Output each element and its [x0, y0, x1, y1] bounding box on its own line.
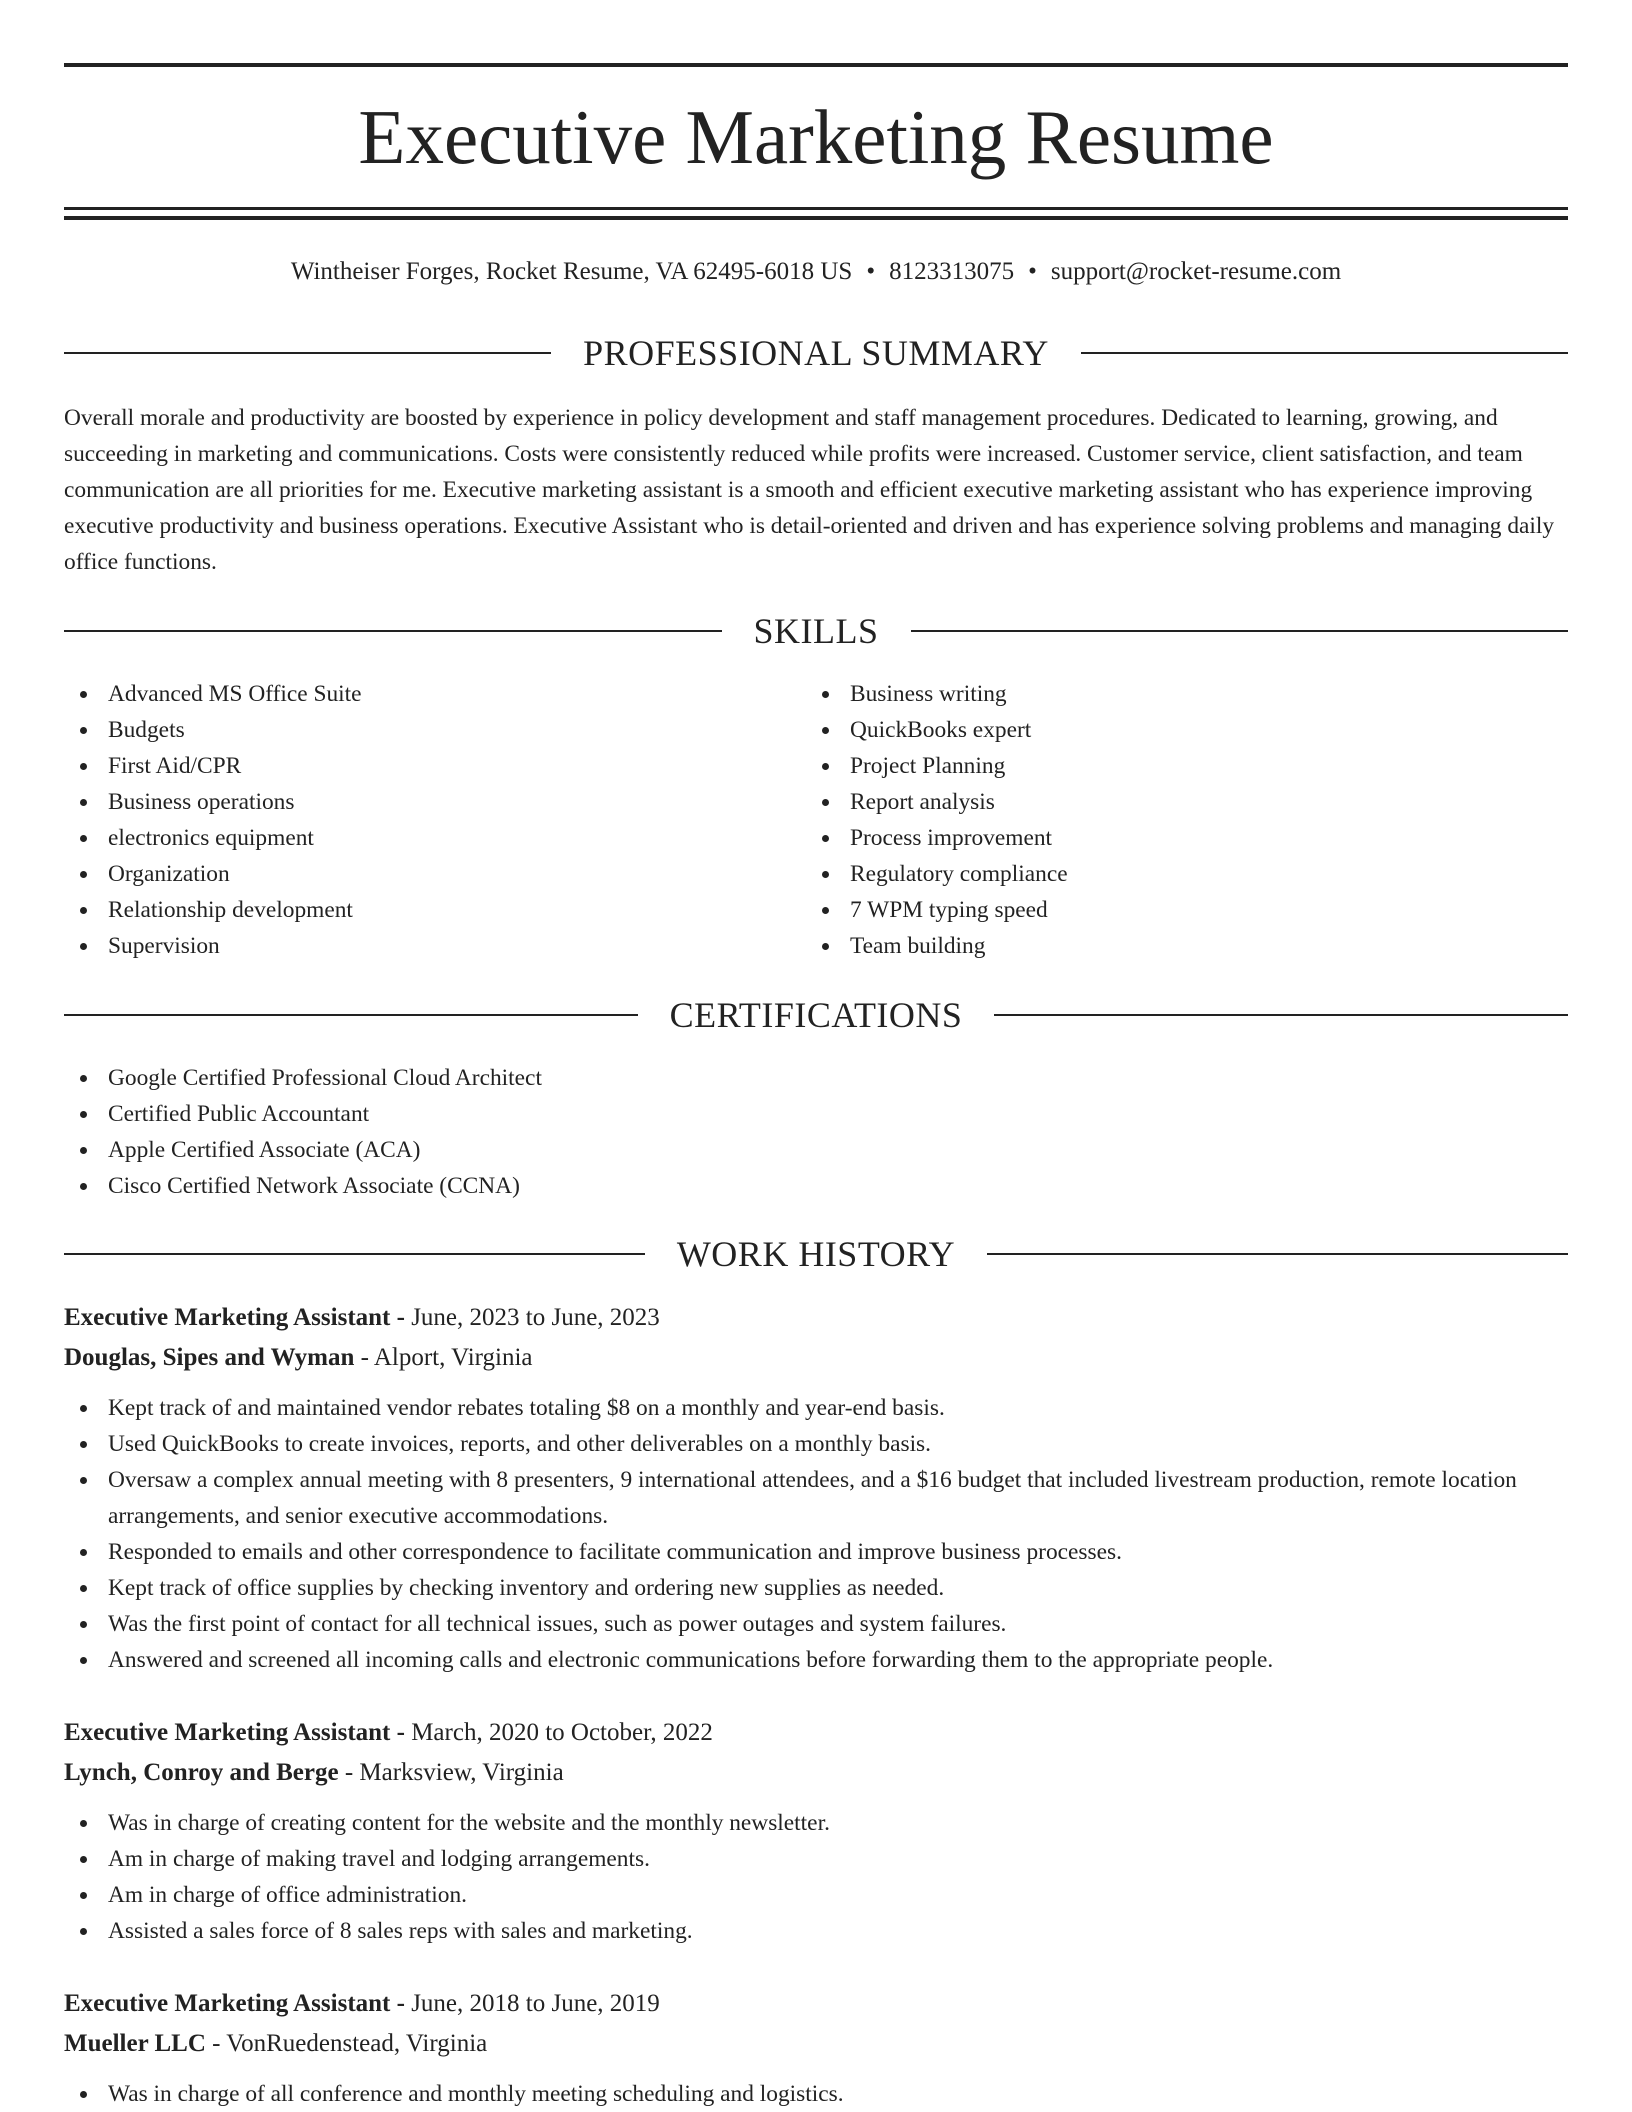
header-bottom-rule	[64, 207, 1568, 210]
job-duty-item: Kept track of and maintained vendor rebates totaling $8 on a monthly and year-end basis.	[64, 1390, 1568, 1426]
job-dates: March, 2020 to October, 2022	[411, 1719, 713, 1746]
skill-item: Organization	[64, 856, 806, 892]
contact-line	[64, 255, 1568, 289]
job-role: Executive Marketing Assistant	[64, 1990, 391, 2017]
skill-item: Project Planning	[806, 748, 1568, 784]
skill-item: Report analysis	[806, 784, 1568, 820]
skill-item: Team building	[806, 928, 1568, 964]
job-duty-item: Was the first point of contact for all technical issues, such as power outages and system failures.	[64, 1606, 1568, 1642]
skill-item: electronics equipment	[64, 820, 806, 856]
skill-item: Advanced MS Office Suite	[64, 676, 806, 712]
skill-item: Relationship development	[64, 892, 806, 928]
job-duty-item: Kept track of office supplies by checking inventory and ordering new supplies as needed.	[64, 1570, 1568, 1606]
job-company-line: Douglas, Sipes and Wyman - Alport, Virginia	[64, 1344, 533, 1371]
job-title-line: Executive Marketing Assistant - June, 2018 to June, 2019	[64, 1990, 660, 2017]
job-role: Executive Marketing Assistant	[64, 1304, 391, 1331]
job-dates: June, 2018 to June, 2019	[411, 1990, 660, 2017]
heading-rule-left	[64, 352, 551, 354]
heading-rule-left	[64, 1253, 645, 1255]
resume-title: Executive Marketing Resume	[358, 94, 1274, 180]
contact-email[interactable]: support@rocket-resume.com	[1050, 258, 1342, 285]
job-title-line: Executive Marketing Assistant - March, 2020 to October, 2022	[64, 1719, 713, 1746]
skills-list-left	[64, 676, 806, 964]
job-title-line: Executive Marketing Assistant - June, 2023 to June, 2023	[64, 1304, 660, 1331]
job-duty-item: Was in charge of creating content for the website and the monthly newsletter.	[64, 1805, 1568, 1841]
skill-item: Business operations	[64, 784, 806, 820]
job-role: Executive Marketing Assistant	[64, 1719, 391, 1746]
job-duty-item: Am in charge of making travel and lodging arrangements.	[64, 1841, 1568, 1877]
job-duty-item: Answered and screened all incoming calls and electronic communications before forwarding them to the appropriate people.	[64, 1642, 1568, 1678]
certification-item: Certified Public Accountant	[64, 1096, 1568, 1132]
job-duty-item: Oversaw a complex annual meeting with 8 presenters, 9 international attendees, and a $16 budget that included livestream production, remote location arrangements, and senior executive accommodations.	[64, 1462, 1568, 1534]
heading-rule-right	[911, 630, 1569, 632]
job-company: Lynch, Conroy and Berge	[64, 1759, 339, 1786]
job-duty-item: Am in charge of office administration.	[64, 1877, 1568, 1913]
job-duties-list	[64, 1390, 1568, 1678]
skill-item: 7 WPM typing speed	[806, 892, 1568, 928]
skills-heading-title: SKILLS	[753, 611, 879, 651]
job-entry	[64, 1298, 1568, 1678]
skill-item: Regulatory compliance	[806, 856, 1568, 892]
summary-text: Overall morale and productivity are boosted by experience in policy development and staff management procedures. Dedicated to learning, growing, and succeeding in marketing and communications. Costs were consistently reduced while profits were increased. Customer service, client satisfaction, and team communication are all priorities for me. Executive marketing assistant is a smooth and efficient executive marketing assistant who has experience improving executive productivity and business operations. Executive Assistant who is detail-oriented and driven and has experience solving problems and managing daily office functions.	[64, 405, 1555, 575]
job-company: Douglas, Sipes and Wyman	[64, 1344, 355, 1371]
skills-heading	[64, 608, 1568, 654]
heading-rule-right	[1081, 352, 1568, 354]
job-dates: June, 2023 to June, 2023	[411, 1304, 660, 1331]
heading-rule-left	[64, 630, 722, 632]
certification-item: Google Certified Professional Cloud Architect	[64, 1060, 1568, 1096]
summary-heading	[64, 330, 1568, 376]
certification-item: Cisco Certified Network Associate (CCNA)	[64, 1168, 1568, 1204]
skills-list-right	[806, 676, 1568, 964]
job-entry	[64, 1713, 1568, 1949]
contact-separator: •	[1028, 258, 1037, 285]
job-location: Marksview, Virginia	[359, 1759, 564, 1786]
skill-item: QuickBooks expert	[806, 712, 1568, 748]
certifications-list	[64, 1060, 1568, 1204]
header-bottom-rule-2	[64, 216, 1568, 220]
skill-item: Process improvement	[806, 820, 1568, 856]
job-location: Alport, Virginia	[373, 1344, 533, 1371]
header-top-rule	[64, 63, 1568, 67]
job-company-line: Mueller LLC - VonRuedenstead, Virginia	[64, 2030, 488, 2057]
job-company-line: Lynch, Conroy and Berge - Marksview, Virginia	[64, 1759, 564, 1786]
job-duty-item: Responded to emails and other correspondence to facilitate communication and improve business processes.	[64, 1534, 1568, 1570]
skill-item: Business writing	[806, 676, 1568, 712]
heading-rule-right	[994, 1014, 1568, 1016]
job-location: VonRuedenstead, Virginia	[226, 2030, 488, 2057]
certifications-heading-title: CERTIFICATIONS	[669, 995, 963, 1035]
contact-address: Wintheiser Forges, Rocket Resume, VA 62495-6018 US	[290, 258, 853, 285]
summary-heading-title: PROFESSIONAL SUMMARY	[583, 333, 1049, 373]
job-duties-list	[64, 1805, 1568, 1949]
job-duty-item: Was in charge of all conference and monthly meeting scheduling and logistics.	[64, 2076, 1568, 2112]
job-duty-item: Used QuickBooks to create invoices, reports, and other deliverables on a monthly basis.	[64, 1426, 1568, 1462]
heading-rule-right	[987, 1253, 1568, 1255]
certifications-heading	[64, 992, 1568, 1038]
contact-separator: •	[866, 258, 876, 285]
certification-item: Apple Certified Associate (ACA)	[64, 1132, 1568, 1168]
skill-item: First Aid/CPR	[64, 748, 806, 784]
skill-item: Supervision	[64, 928, 806, 964]
skill-item: Budgets	[64, 712, 806, 748]
job-duties-list	[64, 2076, 1568, 2112]
job-duty-item: Assisted a sales force of 8 sales reps with sales and marketing.	[64, 1913, 1568, 1949]
job-entry	[64, 1984, 1568, 2112]
work-history-heading	[64, 1231, 1568, 1277]
work-history-heading-title: WORK HISTORY	[676, 1234, 956, 1274]
contact-phone: 8123313075	[889, 258, 1015, 285]
heading-rule-left	[64, 1014, 638, 1016]
job-company: Mueller LLC	[64, 2030, 206, 2057]
